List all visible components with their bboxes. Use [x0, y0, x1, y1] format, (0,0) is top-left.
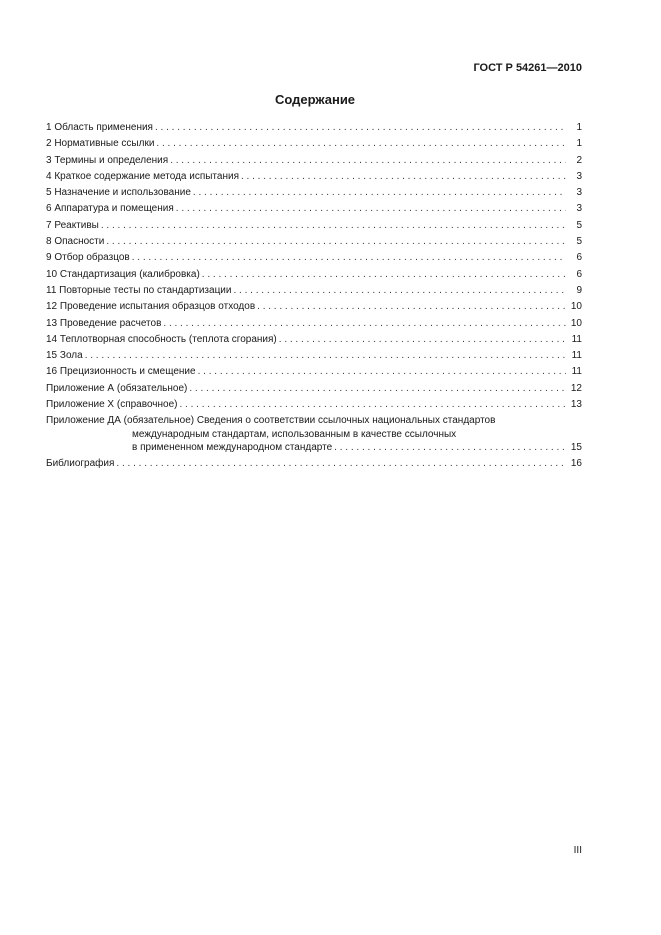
- leader-dots: [156, 136, 566, 152]
- annex-da-page: 15: [570, 442, 582, 454]
- leader-dots: [85, 348, 566, 364]
- annex-da-line1: Приложение ДА (обязательное) Сведения о соответствии ссылочных национальных стандартов: [46, 415, 496, 427]
- leader-dots: [233, 283, 566, 299]
- leader-dots: [193, 185, 566, 201]
- toc-entry[interactable]: 16 Прецизионность и смещение . . . 11: [46, 364, 582, 380]
- toc-entry-bibliography[interactable]: Библиография . . . 16: [46, 456, 582, 472]
- toc-entry[interactable]: 9 Отбор образцов . . . 6: [46, 250, 582, 266]
- toc-entry[interactable]: 14 Теплотворная способность (теплота сгорания) . . . 11: [46, 332, 582, 348]
- page-number: III: [573, 845, 582, 856]
- toc-entry-annex-da[interactable]: [46, 414, 582, 455]
- leader-dots: [179, 397, 566, 413]
- leader-dots: [116, 456, 566, 472]
- annex-da-line2: международным стандартам, использованным в качестве ссылочных: [132, 428, 457, 440]
- toc-entry[interactable]: 5 Назначение и использование . . . 3: [46, 185, 582, 201]
- toc-entry[interactable]: Приложение X (справочное) . . . 13: [46, 397, 582, 413]
- toc-entry[interactable]: 8 Опасности . . . 5: [46, 234, 582, 250]
- toc-title: Содержание: [274, 92, 356, 107]
- toc-entry[interactable]: 13 Проведение расчетов . . . 10: [46, 316, 582, 332]
- document-code: ГОСТ Р 54261—2010: [473, 62, 582, 74]
- toc-entry[interactable]: Приложение А (обязательное) . . . 12: [46, 381, 582, 397]
- toc-entry[interactable]: 11 Повторные тесты по стандартизации . . . 9: [46, 283, 582, 299]
- leader-dots: [106, 234, 566, 250]
- toc-entry[interactable]: 10 Стандартизация (калибровка) . . . 6: [46, 267, 582, 283]
- leader-dots: [170, 153, 566, 169]
- leader-dots: [155, 120, 566, 136]
- table-of-contents: [46, 120, 582, 472]
- toc-entry[interactable]: 12 Проведение испытания образцов отходов . . . 10: [46, 299, 582, 315]
- leader-dots: [198, 364, 566, 380]
- leader-dots: [176, 201, 566, 217]
- leader-dots: [279, 332, 566, 348]
- toc-entry[interactable]: 3 Термины и определения . . . 2: [46, 153, 582, 169]
- toc-entry[interactable]: 4 Краткое содержание метода испытания . . . 3: [46, 169, 582, 185]
- toc-entry[interactable]: 7 Реактивы . . . 5: [46, 218, 582, 234]
- toc-entry[interactable]: 1 Область применения . . . 1: [46, 120, 582, 136]
- annex-da-line3: в примененном международном стандарте: [132, 442, 333, 454]
- toc-entry[interactable]: 15 Зола . . . 11: [46, 348, 582, 364]
- leader-dots: [202, 267, 566, 283]
- leader-dots: [163, 316, 566, 332]
- leader-dots: [101, 218, 566, 234]
- toc-entry[interactable]: 2 Нормативные ссылки . . . 1: [46, 136, 582, 152]
- leader-dots: [257, 299, 566, 315]
- toc-entry[interactable]: 6 Аппаратура и помещения . . . 3: [46, 201, 582, 217]
- leader-dots: [132, 250, 566, 266]
- leader-dots: [241, 169, 566, 185]
- leader-dots: [189, 381, 566, 397]
- leader-dots: [334, 441, 566, 455]
